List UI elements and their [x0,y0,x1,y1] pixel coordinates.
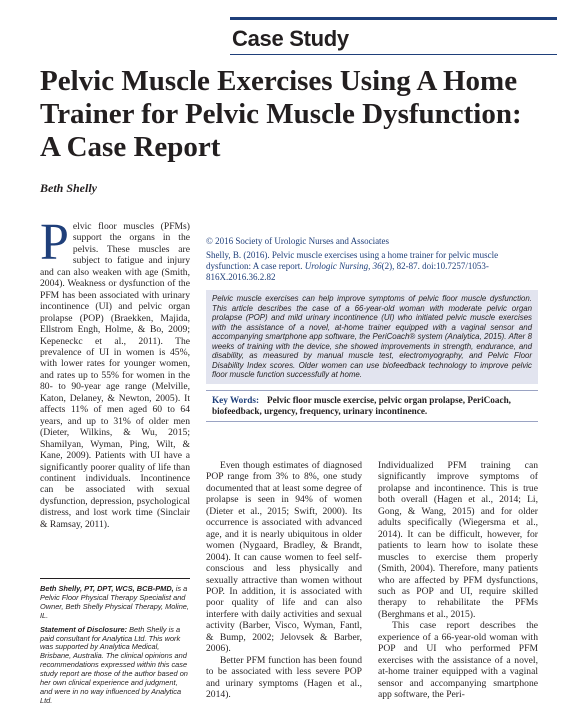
column-3-paragraph-2: This case report describes the experience of a 66-year-old woman with POP and UI who performed PFM exercises with the assistance of a novel, at-home trainer equipped with a vaginal sensor and accompanying smartphone app software, the Peri- [378,620,538,701]
copyright-line: © 2016 Society of Urologic Nurses and Associates [206,236,390,246]
keywords [206,390,538,422]
column-2-paragraph-2: Better PFM function has been found to be associated with less severe POP and urinary symptoms (Hagen et al., 2014). [206,654,362,701]
article-author: Beth Shelly [40,181,98,195]
section-label: Case Study [232,26,349,51]
header-underline [230,54,557,55]
author-bio-text: is a Pelvic Floor Physical Therapy Specialist and Owner, Beth Shelly Physical Therapy, Moline, IL. [40,584,189,620]
body-column-1 [40,214,190,530]
author-bio [40,585,190,621]
citation-text: Shelly, B. (2016). Pelvic muscle exercises using a home trainer for pelvic muscle dysfunction: A case report. [206,250,499,271]
keywords-label: Key Words: [212,394,260,405]
column-2-paragraph-1: Even though estimates of diagnosed POP range from 3% to 8%, one study documented that at least some degree of prolapse is seen in 94% of women (Dieter et al., 2015; Swift, 2000). Its occurrence is associated with advanced age, and it is nearly ubiquitous in older women (Nygaard, Bradley, & Brandt, 2004). It can cause women to feel self-conscious and less physically and sexually attractive than women without POP. In addition, it is associated with poor quality of life and can also interfere with daily activities and sexual activity (Barber, Visco, Wyman, Fantl, & Bump, 2002; Jelovsek & Barber, 2006). [206,460,362,655]
column-1-text: elvic floor muscles (PFMs) support the organs in the pelvis. These muscles are subject to fatigue and injury and can also weaken with age (Smith, 2004). Weakness or dysfunction of the PFM has been associated with urinary incontinence (UI) and pelvic organ prolapse (POP) (Braekken, Majida, Ellstrom Engh, Holme, & Bo, 2009; Kepeneckc et al., 2011). The prevalence of UI in women is 45%, with lower rates for younger women, and rates up to 55% for women in the 80- to 90-year age range (Melville, Katon, Delaney, & Newton, 2005). It affects 11% of men aged 60 to 64 years, and up to 31% of older men (Dieter, Wilkins, & Wu, 2015; Shamilyan, Wyman, Ping, Wilt, & Kane, 2009). Patients with UI have a significantly poorer quality of life than continent individuals. Incontinence can be associated with sexual dysfunction, depression, psychological distress, and lost work time (Sinclair & Ramsay, 2011). [40,221,190,530]
disclosure-statement [40,626,190,706]
author-notes [40,578,190,711]
header-rule [230,17,557,20]
body-column-2 [206,460,362,701]
column-3-paragraph-1: Individualized PFM training can significantly improve symptoms of prolapse and incontinence. This is true both overall (Hagen et al., 2014; Li, Gong, & Wang, 2015) and for older adults specifically (Wiegersma et al., 2014). It can be difficult, however, for patients to learn how to isolate these muscles to exercise them properly (Smith, 2004). Therefore, many patients who are affected by PFM dysfunctions, such as POP and UI, require skilled therapy to rehabilitate the PFMs (Berghmans et al., 2015). [378,460,538,620]
drop-cap: P [40,214,69,271]
citation [206,250,538,283]
citation-doi: (2), 82-87. doi:10.7257/1053-816X.2016.36.2.82 [206,261,489,282]
disclosure-text: Beth Shelly is a paid consultant for Analytica Ltd. This work was supported by Analytica Medical, Brisbane, Australia. The clinical opinions and recommendations expressed within this case study report are those of the author based on her own clinical experience and judgment, and were in no way influenced by Analytica Ltd. [40,624,188,705]
citation-journal: Urologic Nursing, 36 [304,261,382,271]
body-column-3 [378,460,538,701]
article-title: Pelvic Muscle Exercises Using A Home Trainer for Pelvic Muscle Dysfunction: A Case Report [40,65,522,163]
abstract: Pelvic muscle exercises can help improve symptoms of pelvic floor muscle dysfunction. This article describes the case of a 66-year-old woman with moderate pelvic organ prolapse (POP) and mild urinary incontinence (UI) who initiated pelvic muscle exercises with the assistance of a novel, at-home trainer equipped with a vaginal sensor and accompanying smartphone app software, the PeriCoach® system (Analytica, 2015). After 8 weeks of training with the device, she showed improvements in strength, endurance, and disability, as measured by manual muscle test, electromyography, and Pelvic Floor Disability Index scores. Older women can use biofeedback technology to improve pelvic floor muscle function successfully at home. [206,290,538,384]
disclosure-label: Statement of Disclosure: [40,624,128,634]
article-info-box [206,236,538,422]
keywords-text: Pelvic floor muscle exercise, pelvic organ prolapse, PeriCoach, biofeedback, urgency, frequency, urinary incontinence. [212,394,511,416]
author-bio-name: Beth Shelly, PT, DPT, WCS, BCB-PMD, [40,584,174,593]
